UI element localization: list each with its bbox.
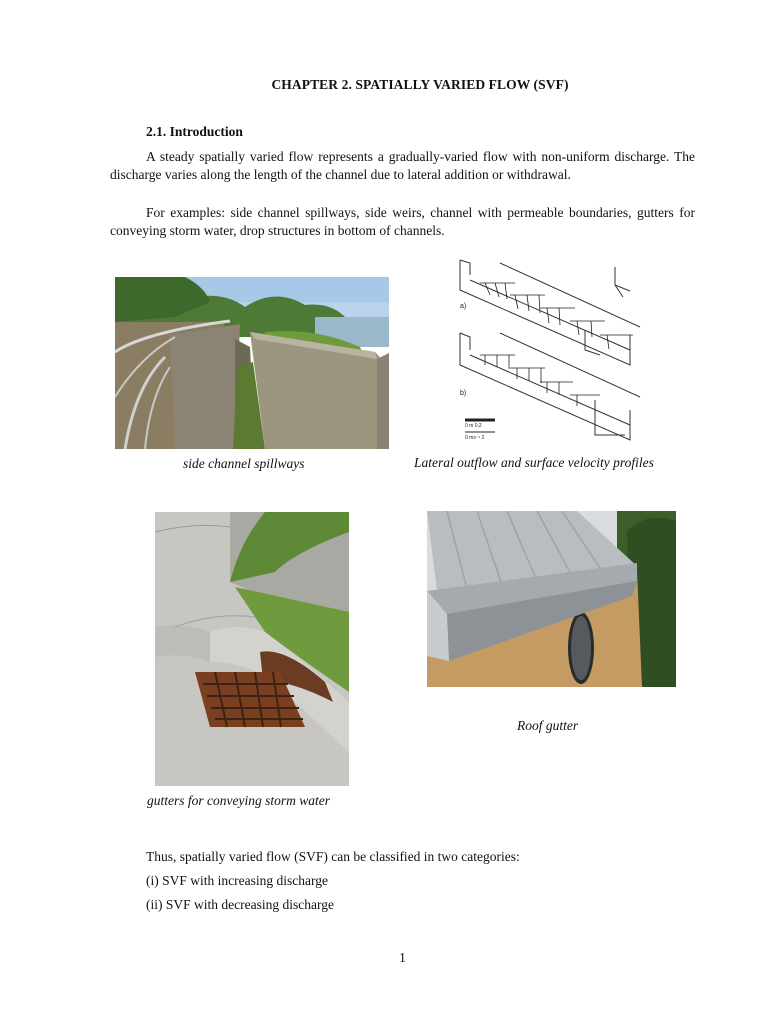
street-gutter-photo xyxy=(155,512,349,786)
intro-paragraph-text: A steady spatially varied flow represents a gradually-varied flow with non-uniform discharge. The discharge varies along the length of the channel due to lateral addition or withdrawal. xyxy=(110,149,695,182)
scale-length: 0 m 0.2 xyxy=(465,423,482,429)
scale-velocity: 0 ms⁻¹ 2 xyxy=(465,435,485,441)
street-gutter-caption: gutters for conveying storm water xyxy=(147,793,330,808)
diagram-label-a: a) xyxy=(460,303,467,310)
category-decreasing: (ii) SVF with decreasing discharge xyxy=(146,897,334,912)
classification-intro: Thus, spatially varied flow (SVF) can be classified in two categories: xyxy=(146,849,520,864)
spillway-caption: side channel spillways xyxy=(183,456,305,471)
chapter-title: CHAPTER 2. SPATIALLY VARIED FLOW (SVF) xyxy=(271,77,569,92)
lateral-outflow-diagram xyxy=(455,255,645,445)
examples-paragraph xyxy=(110,204,695,240)
spillway-photo xyxy=(115,277,389,449)
intro-paragraph xyxy=(110,148,695,184)
page-number: 1 xyxy=(399,950,406,965)
roof-gutter-caption: Roof gutter xyxy=(517,718,579,733)
examples-paragraph-text: For examples: side channel spillways, side weirs, channel with permeable boundaries, gutters for conveying storm water, drop structures in bottom of channels. xyxy=(110,205,695,238)
category-increasing: (i) SVF with increasing discharge xyxy=(146,873,328,888)
section-heading: 2.1. Introduction xyxy=(146,124,243,139)
diagram-caption: Lateral outflow and surface velocity profiles xyxy=(414,455,654,470)
roof-gutter-photo xyxy=(427,511,676,687)
diagram-label-b: b) xyxy=(460,390,467,397)
